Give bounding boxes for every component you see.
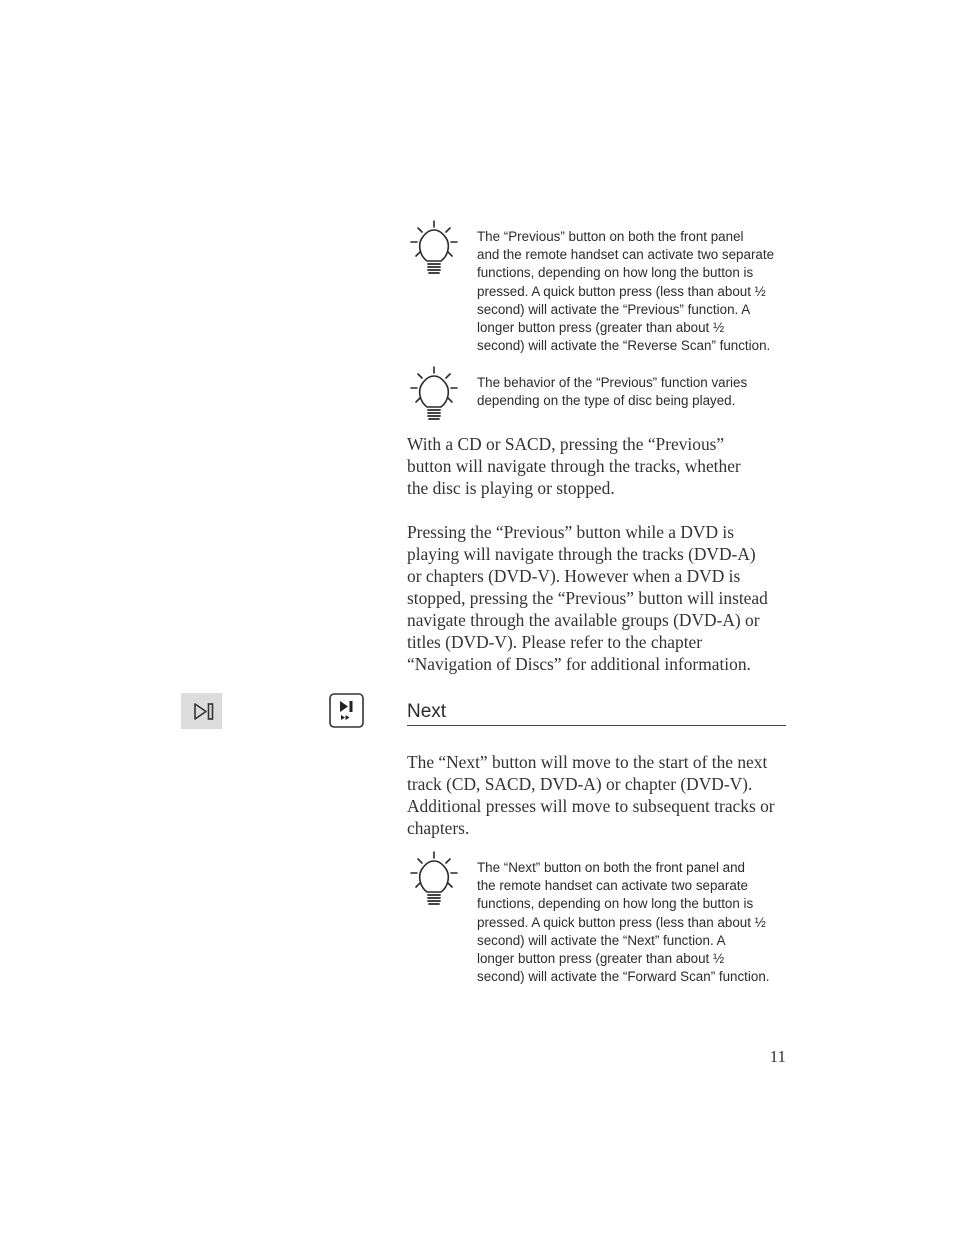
- lightbulb-icon: [407, 366, 461, 426]
- paragraph-dvd: Pressing the “Previous” button while a DVD is playing will navigate through the tracks (DVD-A) or chapters (DVD-V). However when a DVD is stopped, pressing the “Previous” button will instead navigate through the available groups (DVD-A) or titles (DVD-V). Please refer to the chapter “Navigation of Discs” for additional information.: [407, 522, 768, 674]
- page-number: 11: [769, 1047, 786, 1066]
- tip-text: The “Previous” button on both the front panel and the remote handset can activate two separate functions, depending on how long the button is pressed. A quick button press (less than about ½ second) will activate the “Previous” function. A longer button press (greater than about ½ second) will activate the “Reverse Scan” function.: [477, 229, 775, 354]
- tip-previous-functions: [407, 228, 789, 355]
- tip-previous-behavior: [407, 374, 789, 410]
- front-panel-next-button: [181, 693, 222, 729]
- play-pause-icon: [181, 693, 222, 729]
- lightbulb-icon: [407, 220, 461, 280]
- paragraph-next: The “Next” button will move to the start of the next track (CD, SACD, DVD-A) or chapter (DVD-V). Additional presses will move to subsequent tracks or chapters.: [407, 752, 775, 838]
- next-track-icon: [329, 693, 364, 728]
- tip-text: The “Next” button on both the front panel and the remote handset can activate two separate functions, depending on how long the button is pressed. A quick button press (less than about ½ second) will activate the “Next” function. A longer button press (greater than about ½ second) will activate the “Forward Scan” function.: [477, 860, 770, 985]
- lightbulb-icon: [407, 851, 461, 911]
- paragraph-cd-sacd: With a CD or SACD, pressing the “Previous” button will navigate through the tracks, whether the disc is playing or stopped.: [407, 434, 741, 498]
- remote-next-button: [329, 693, 364, 728]
- tip-next-functions: [407, 859, 789, 986]
- tip-text: The behavior of the “Previous” function varies depending on the type of disc being played.: [477, 375, 748, 409]
- section-heading-next: Next: [407, 698, 786, 726]
